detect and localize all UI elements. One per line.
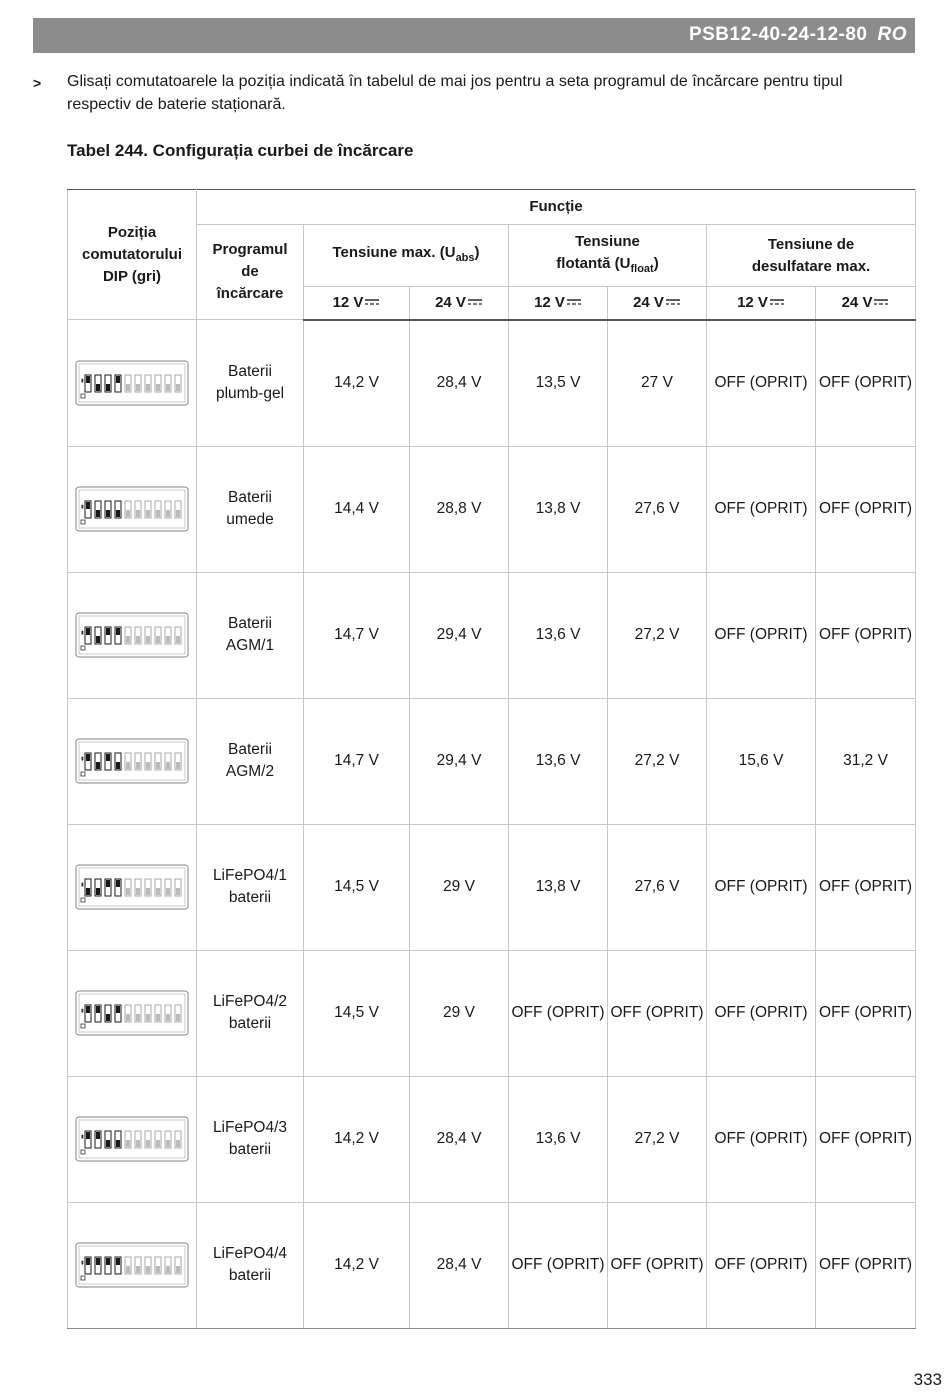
dip-switch-knob bbox=[156, 762, 160, 769]
dip-switch-knob bbox=[176, 1140, 180, 1147]
header-program: Programul de încărcare bbox=[197, 225, 304, 320]
header-max-voltage: Tensiune max. $(U_{abs})$ bbox=[304, 225, 509, 287]
dip-switch-cell bbox=[68, 824, 197, 950]
dip-switch-knob bbox=[146, 1140, 150, 1147]
dip-switch-knob bbox=[96, 1006, 100, 1013]
dip-switch-knob bbox=[96, 1132, 100, 1139]
charge-curve-table bbox=[67, 189, 916, 1329]
dip-switch-knob bbox=[126, 1140, 130, 1147]
dip-switch-knob bbox=[106, 754, 110, 761]
table-row bbox=[68, 1202, 916, 1328]
max-voltage-24v: 28,4 V bbox=[410, 320, 509, 447]
dip-switch-knob bbox=[146, 636, 150, 643]
dip-switch-knob bbox=[96, 636, 100, 643]
header-24v: 24 V bbox=[816, 287, 916, 320]
max-voltage-24v: 29 V bbox=[410, 950, 509, 1076]
dip-switch-cell bbox=[68, 698, 197, 824]
dip-switch-knob bbox=[126, 510, 130, 517]
dip-switch-knob bbox=[136, 384, 140, 391]
dip-switch-knob bbox=[176, 1266, 180, 1273]
dip-switch-knob bbox=[86, 502, 90, 509]
header-dip-position: Poziția comutatorului DIP (gri) bbox=[68, 190, 197, 320]
desulf-voltage-12v: OFF (OPRIT) bbox=[707, 320, 816, 447]
dip-switch-icon bbox=[75, 1116, 189, 1162]
header-title bbox=[689, 24, 907, 46]
dip-switch-icon bbox=[75, 864, 189, 910]
dip-switch-knob bbox=[166, 1140, 170, 1147]
float-voltage-24v: 27,2 V bbox=[608, 1076, 707, 1202]
table-row bbox=[68, 1076, 916, 1202]
desulf-voltage-12v: 15,6 V bbox=[707, 698, 816, 824]
max-voltage-12v: 14,7 V bbox=[304, 698, 410, 824]
desulf-voltage-12v: OFF (OPRIT) bbox=[707, 1202, 816, 1328]
header-float-voltage: Tensiune flotantă $(U_{float})$ bbox=[509, 225, 707, 287]
dip-switch-icon bbox=[75, 486, 189, 532]
instruction bbox=[33, 70, 883, 116]
desulf-voltage-12v: OFF (OPRIT) bbox=[707, 1076, 816, 1202]
dip-switch-knob bbox=[166, 636, 170, 643]
dip-switch-knob bbox=[116, 510, 120, 517]
instruction-text: Glisați comutatoarele la poziția indicată în tabelul de mai jos pentru a seta programul de încărcare pentru tipul respectiv de baterie staționară. bbox=[67, 73, 843, 113]
dip-switch-knob bbox=[96, 888, 100, 895]
float-voltage-24v: 27,2 V bbox=[608, 698, 707, 824]
table-row bbox=[68, 950, 916, 1076]
dc-symbol-icon bbox=[566, 297, 582, 307]
dip-switch-knob bbox=[96, 1258, 100, 1265]
dip-switch-knob bbox=[166, 1014, 170, 1021]
dc-symbol-icon bbox=[665, 297, 681, 307]
dip-switch-knob bbox=[126, 384, 130, 391]
dip-switch-knob bbox=[126, 636, 130, 643]
dip-switch-icon bbox=[75, 738, 189, 784]
dip-switch-cell bbox=[68, 572, 197, 698]
dip-switch-knob bbox=[136, 1140, 140, 1147]
float-voltage-12v: 13,6 V bbox=[509, 572, 608, 698]
charge-program: Baterii AGM/1 bbox=[197, 572, 304, 698]
dip-switch-knob bbox=[146, 384, 150, 391]
desulf-voltage-24v: OFF (OPRIT) bbox=[816, 572, 916, 698]
dip-switch-knob bbox=[96, 384, 100, 391]
dip-switch-icon bbox=[75, 612, 189, 658]
desulf-voltage-24v: OFF (OPRIT) bbox=[816, 1076, 916, 1202]
dip-switch-knob bbox=[176, 1014, 180, 1021]
dip-on-marker: ▮ bbox=[81, 1008, 84, 1014]
float-voltage-12v: OFF (OPRIT) bbox=[509, 950, 608, 1076]
dip-switch-knob bbox=[106, 628, 110, 635]
dc-symbol-icon bbox=[769, 297, 785, 307]
dip-switch-knob bbox=[156, 1140, 160, 1147]
dip-switch-knob bbox=[166, 510, 170, 517]
dip-switch-knob bbox=[106, 1258, 110, 1265]
dip-switch-knob bbox=[96, 762, 100, 769]
dip-switch-cell bbox=[68, 950, 197, 1076]
dip-switch-knob bbox=[176, 762, 180, 769]
dip-switch-cell bbox=[68, 446, 197, 572]
dip-switch-knob bbox=[116, 1140, 120, 1147]
dip-switch-icon bbox=[75, 360, 189, 406]
desulf-voltage-24v: OFF (OPRIT) bbox=[816, 320, 916, 447]
max-voltage-12v: 14,2 V bbox=[304, 1076, 410, 1202]
dip-on-marker: ▮ bbox=[81, 1260, 84, 1266]
dip-switch-knob bbox=[116, 762, 120, 769]
dip-switch-knob bbox=[86, 628, 90, 635]
dip-switch-knob bbox=[146, 1014, 150, 1021]
dip-switch-knob bbox=[136, 1266, 140, 1273]
dip-switch-knob bbox=[136, 636, 140, 643]
desulf-voltage-24v: 31,2 V bbox=[816, 698, 916, 824]
dip-switch-knob bbox=[156, 888, 160, 895]
dip-switch-knob bbox=[126, 1014, 130, 1021]
max-voltage-12v: 14,2 V bbox=[304, 1202, 410, 1328]
table-row bbox=[68, 320, 916, 447]
table-row bbox=[68, 824, 916, 950]
charge-program: LiFePO4/3 baterii bbox=[197, 1076, 304, 1202]
desulf-voltage-24v: OFF (OPRIT) bbox=[816, 950, 916, 1076]
dip-switch-knob bbox=[126, 888, 130, 895]
dip-switch-knob bbox=[106, 1014, 110, 1021]
dip-switch-knob bbox=[166, 1266, 170, 1273]
model-name: PSB12-40-24-12-80 bbox=[688, 24, 868, 45]
charge-program: LiFePO4/2 baterii bbox=[197, 950, 304, 1076]
dip-switch-knob bbox=[126, 762, 130, 769]
table-row bbox=[68, 572, 916, 698]
float-voltage-12v: 13,6 V bbox=[509, 1076, 608, 1202]
charge-program: LiFePO4/4 baterii bbox=[197, 1202, 304, 1328]
dip-switch-knob bbox=[86, 1258, 90, 1265]
float-voltage-24v: OFF (OPRIT) bbox=[608, 950, 707, 1076]
dip-switch-knob bbox=[146, 1266, 150, 1273]
table-row bbox=[68, 698, 916, 824]
dc-symbol-icon bbox=[364, 297, 380, 307]
table-title: Tabel 244. Configurația curbei de încărcare bbox=[67, 141, 414, 160]
dip-on-marker: ▮ bbox=[81, 630, 84, 636]
dip-switch-cell bbox=[68, 1076, 197, 1202]
dip-switch-knob bbox=[176, 510, 180, 517]
dip-switch-knob bbox=[146, 510, 150, 517]
dip-switch-knob bbox=[146, 762, 150, 769]
dip-on-marker: ▮ bbox=[81, 1134, 84, 1140]
dip-switch-knob bbox=[86, 1006, 90, 1013]
dip-switch-knob bbox=[106, 510, 110, 517]
max-voltage-12v: 14,2 V bbox=[304, 320, 410, 447]
dip-on-marker: ▮ bbox=[81, 756, 84, 762]
dip-switch-cell bbox=[68, 320, 197, 447]
table-row bbox=[68, 446, 916, 572]
dip-switch-knob bbox=[156, 636, 160, 643]
max-voltage-24v: 28,4 V bbox=[410, 1076, 509, 1202]
dip-switch-knob bbox=[116, 880, 120, 887]
desulf-voltage-12v: OFF (OPRIT) bbox=[707, 824, 816, 950]
float-voltage-24v: 27,2 V bbox=[608, 572, 707, 698]
dip-switch-knob bbox=[166, 384, 170, 391]
charge-program: Baterii AGM/2 bbox=[197, 698, 304, 824]
header-12v: 12 V bbox=[304, 287, 410, 320]
bullet-icon: > bbox=[33, 75, 42, 91]
dip-switch-cell bbox=[68, 1202, 197, 1328]
max-voltage-12v: 14,4 V bbox=[304, 446, 410, 572]
dip-switch-knob bbox=[116, 1258, 120, 1265]
float-voltage-12v: 13,5 V bbox=[509, 320, 608, 447]
desulf-voltage-12v: OFF (OPRIT) bbox=[707, 572, 816, 698]
dip-switch-knob bbox=[106, 384, 110, 391]
dip-on-marker: ▮ bbox=[81, 504, 84, 510]
dip-switch-knob bbox=[86, 888, 90, 895]
desulf-voltage-12v: OFF (OPRIT) bbox=[707, 446, 816, 572]
desulf-voltage-12v: OFF (OPRIT) bbox=[707, 950, 816, 1076]
dip-switch-knob bbox=[166, 888, 170, 895]
max-voltage-24v: 29,4 V bbox=[410, 572, 509, 698]
dip-switch-icon bbox=[75, 990, 189, 1036]
dip-switch-knob bbox=[176, 384, 180, 391]
dip-switch-knob bbox=[126, 1266, 130, 1273]
header-12v: 12 V bbox=[707, 287, 816, 320]
max-voltage-12v: 14,5 V bbox=[304, 824, 410, 950]
header-24v: 24 V bbox=[608, 287, 707, 320]
float-voltage-24v: 27,6 V bbox=[608, 824, 707, 950]
float-voltage-24v: OFF (OPRIT) bbox=[608, 1202, 707, 1328]
dip-switch-knob bbox=[106, 880, 110, 887]
language-code: RO bbox=[877, 24, 907, 45]
dip-switch-knob bbox=[136, 888, 140, 895]
dip-switch-icon bbox=[75, 1242, 189, 1288]
float-voltage-12v: 13,6 V bbox=[509, 698, 608, 824]
dip-switch-knob bbox=[156, 1014, 160, 1021]
page-number: 333 bbox=[913, 1370, 942, 1389]
header-function: Funcție bbox=[197, 190, 916, 225]
float-voltage-12v: 13,8 V bbox=[509, 824, 608, 950]
dip-switch-knob bbox=[176, 636, 180, 643]
charge-program: Baterii umede bbox=[197, 446, 304, 572]
float-voltage-12v: 13,8 V bbox=[509, 446, 608, 572]
charge-program: LiFePO4/1 baterii bbox=[197, 824, 304, 950]
header-desulf-voltage: Tensiune de desulfatare max. bbox=[707, 225, 916, 287]
desulf-voltage-24v: OFF (OPRIT) bbox=[816, 1202, 916, 1328]
dip-switch-knob bbox=[116, 628, 120, 635]
dip-switch-knob bbox=[146, 888, 150, 895]
dip-switch-knob bbox=[156, 1266, 160, 1273]
dip-switch-knob bbox=[86, 754, 90, 761]
header-12v: 12 V bbox=[509, 287, 608, 320]
dip-switch-knob bbox=[156, 510, 160, 517]
dc-symbol-icon bbox=[873, 297, 889, 307]
dip-switch-knob bbox=[116, 1006, 120, 1013]
charge-program: Baterii plumb-gel bbox=[197, 320, 304, 447]
dip-switch-knob bbox=[176, 888, 180, 895]
float-voltage-24v: 27 V bbox=[608, 320, 707, 447]
dip-switch-knob bbox=[116, 376, 120, 383]
max-voltage-24v: 29,4 V bbox=[410, 698, 509, 824]
dip-switch-knob bbox=[136, 1014, 140, 1021]
dip-on-marker: ▮ bbox=[81, 377, 84, 384]
max-voltage-12v: 14,7 V bbox=[304, 572, 410, 698]
header-bar bbox=[33, 18, 915, 53]
max-voltage-24v: 28,4 V bbox=[410, 1202, 509, 1328]
max-voltage-12v: 14,5 V bbox=[304, 950, 410, 1076]
dip-switch-knob bbox=[106, 1140, 110, 1147]
float-voltage-24v: 27,6 V bbox=[608, 446, 707, 572]
header-24v: 24 V bbox=[410, 287, 509, 320]
dip-switch-knob bbox=[136, 510, 140, 517]
dip-switch-knob bbox=[86, 376, 90, 383]
dc-symbol-icon bbox=[467, 297, 483, 307]
dip-switch-knob bbox=[166, 762, 170, 769]
desulf-voltage-24v: OFF (OPRIT) bbox=[816, 824, 916, 950]
desulf-voltage-24v: OFF (OPRIT) bbox=[816, 446, 916, 572]
max-voltage-24v: 29 V bbox=[410, 824, 509, 950]
dip-switch-knob bbox=[86, 1132, 90, 1139]
dip-on-marker: ▮ bbox=[81, 882, 84, 888]
max-voltage-24v: 28,8 V bbox=[410, 446, 509, 572]
float-voltage-12v: OFF (OPRIT) bbox=[509, 1202, 608, 1328]
dip-switch-knob bbox=[136, 762, 140, 769]
dip-switch-knob bbox=[156, 384, 160, 391]
dip-switch-knob bbox=[96, 510, 100, 517]
